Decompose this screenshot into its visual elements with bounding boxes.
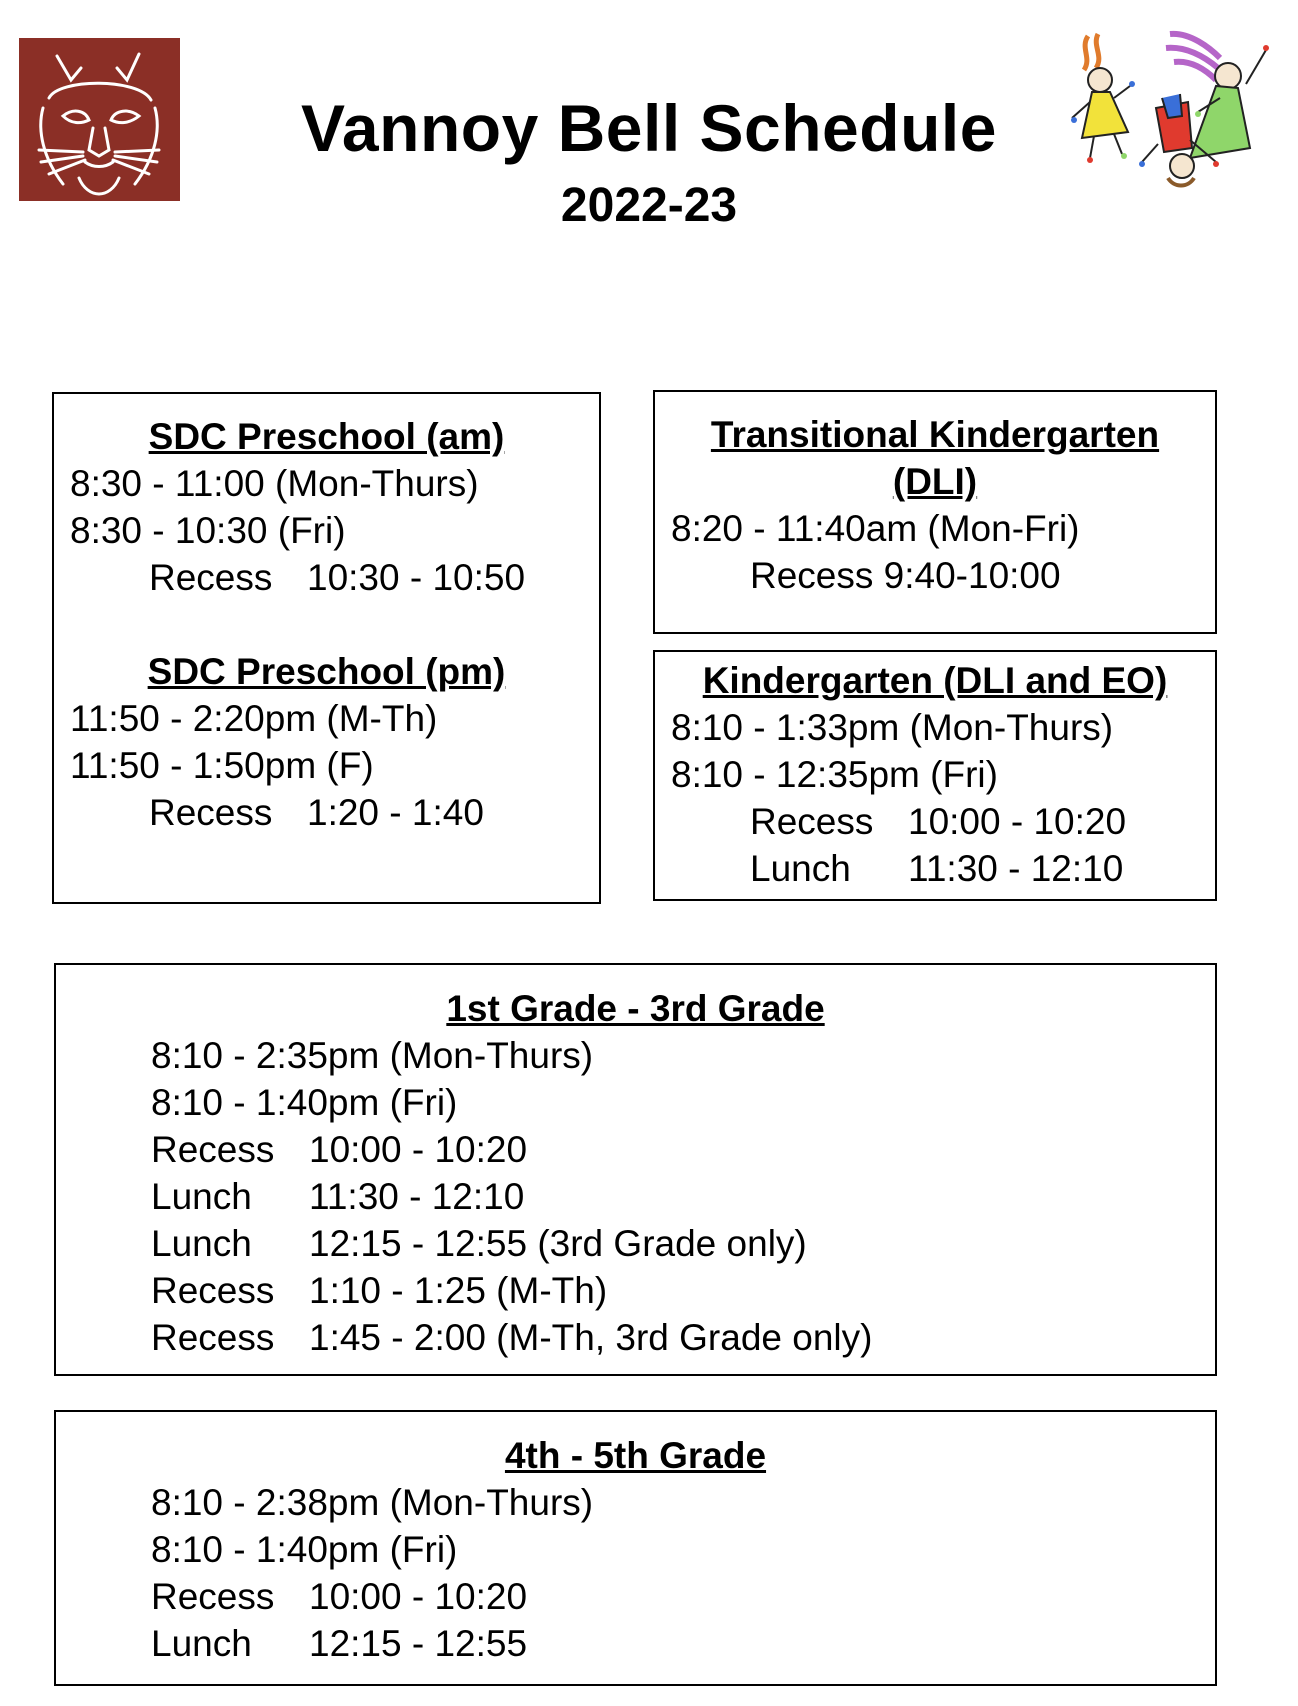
row-label: Lunch [151, 1623, 252, 1664]
grades-1-3-box [54, 963, 1217, 1376]
row-time: 11:30 - 12:10 [908, 848, 1124, 889]
schedule-line: 8:20 - 11:40am (Mon-Fri) [671, 508, 1080, 549]
row-label: Lunch [151, 1176, 252, 1217]
schedule-row [151, 1173, 1215, 1220]
row-label: Recess [151, 1129, 275, 1170]
schedule-line: 8:30 - 11:00 (Mon-Thurs) [70, 463, 479, 504]
schedule-line: 8:30 - 10:30 (Fri) [70, 510, 346, 551]
schedule-row [151, 1620, 1215, 1667]
sdc-am-heading: SDC Preschool (am) [148, 416, 505, 457]
row-time: 1:10 - 1:25 (M-Th) [309, 1270, 608, 1311]
row-label: Recess [151, 1576, 275, 1617]
schedule-row [151, 1220, 1215, 1267]
row-time: 11:30 - 12:10 [309, 1176, 525, 1217]
row-label: Recess [149, 557, 273, 598]
row-time: 12:15 - 12:55 (3rd Grade only) [309, 1223, 807, 1264]
row-label: Lunch [750, 848, 851, 889]
row-label: Recess [149, 792, 273, 833]
tk-box [653, 390, 1217, 634]
recess-line: Recess 9:40-10:00 [750, 555, 1061, 596]
row-time: 1:20 - 1:40 [307, 792, 484, 833]
kindergarten-box [653, 650, 1217, 901]
row-time: 10:00 - 10:20 [309, 1576, 528, 1617]
schedule-row [151, 1126, 1215, 1173]
row-label: Lunch [151, 1223, 252, 1264]
schedule-line: 11:50 - 1:50pm (F) [70, 745, 374, 786]
schedule-line: 8:10 - 12:35pm (Fri) [671, 754, 998, 795]
grades-4-5-heading: 4th - 5th Grade [504, 1435, 767, 1476]
recess-row [70, 554, 599, 601]
row-time: 1:45 - 2:00 (M-Th, 3rd Grade only) [309, 1317, 873, 1358]
schedule-row [151, 1573, 1215, 1620]
schedule-line: 11:50 - 2:20pm (M-Th) [70, 698, 438, 739]
kindergarten-heading: Kindergarten (DLI and EO) [702, 660, 1168, 701]
grades-1-3-heading: 1st Grade - 3rd Grade [446, 988, 825, 1029]
schedule-line: 8:10 - 2:35pm (Mon-Thurs) [151, 1035, 594, 1076]
grades-4-5-box [54, 1410, 1217, 1686]
schedule-row [151, 1267, 1215, 1314]
schedule-line: 8:10 - 1:40pm (Fri) [151, 1082, 458, 1123]
row-time: 10:30 - 10:50 [307, 557, 526, 598]
schedule-row [151, 1314, 1215, 1361]
row-time: 12:15 - 12:55 [309, 1623, 528, 1664]
page-title: Vannoy Bell Schedule [301, 91, 997, 165]
row-label: Recess [151, 1270, 275, 1311]
recess-row [70, 789, 599, 836]
schedule-line: 8:10 - 1:33pm (Mon-Thurs) [671, 707, 1114, 748]
tk-heading: Transitional Kindergarten [710, 414, 1160, 455]
schedule-line: 8:10 - 2:38pm (Mon-Thurs) [151, 1482, 594, 1523]
tk-heading-sub: (DLI) [892, 461, 978, 502]
school-year: 2022-23 [560, 179, 738, 232]
schedule-row [671, 798, 1215, 845]
row-label: Recess [151, 1317, 275, 1358]
schedule-line: 8:10 - 1:40pm (Fri) [151, 1529, 458, 1570]
row-time: 10:00 - 10:20 [908, 801, 1127, 842]
sdc-preschool-box [52, 392, 601, 904]
row-label: Recess [750, 801, 874, 842]
schedule-row [671, 845, 1215, 892]
sdc-pm-heading: SDC Preschool (pm) [147, 651, 506, 692]
row-time: 10:00 - 10:20 [309, 1129, 528, 1170]
